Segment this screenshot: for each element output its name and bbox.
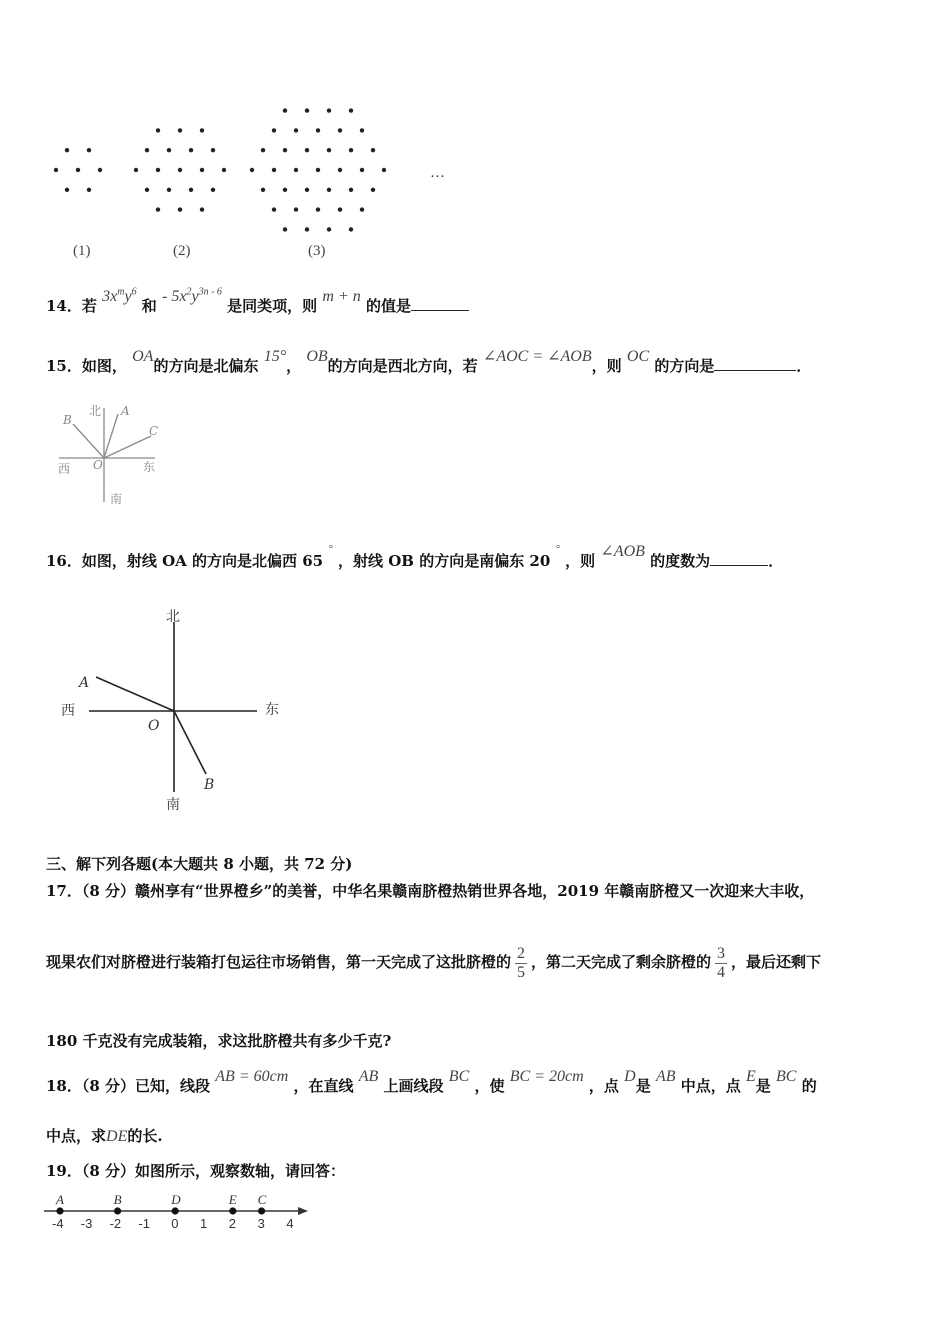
q16-text1: ，射线 OB 的方向是南偏东 20	[338, 552, 551, 570]
pattern-3-dot	[360, 168, 364, 172]
q18-bc: BC	[448, 1068, 470, 1085]
q18-ab: AB	[358, 1068, 379, 1085]
question-16	[46, 543, 784, 571]
number-line-point-label-e: E	[228, 1192, 237, 1207]
q15-text2: 的方向是西北方向，若	[327, 357, 478, 375]
pattern-3-dot	[360, 207, 364, 211]
pattern-3-dot	[305, 227, 309, 231]
q16-label-b: B	[204, 777, 215, 793]
question-17-line-1: 17．（8 分）赣州享有“世界橙乡”的美誉，中华名果赣南脐橙热销世界各地，2019 年赣南脐橙又一次迎来大丰收，	[46, 882, 815, 900]
pattern-2-dot	[211, 148, 215, 152]
q15-label-east: 东	[143, 460, 156, 474]
q18-ab-2: AB	[655, 1068, 676, 1085]
q16-number: 16．如图，射线 OA 的方向是北偏西 65	[46, 552, 324, 570]
number-line-arrow	[298, 1207, 308, 1215]
pattern-2-dot	[167, 148, 171, 152]
pattern-2-dot	[200, 207, 204, 211]
q15-oa: OA	[132, 348, 154, 365]
q16-text2: ，则	[565, 552, 596, 570]
pattern-2-dot	[200, 168, 204, 172]
q16-compass-figure	[55, 600, 295, 820]
pattern-1-dot	[87, 188, 91, 192]
pattern-1-dot	[87, 148, 91, 152]
question-18-line-1	[46, 1068, 817, 1096]
q15-ray-oa	[104, 414, 118, 458]
q18-l2-text-a: 中点，求	[46, 1127, 107, 1145]
number-line-tick-label: -2	[109, 1216, 122, 1231]
q18-text7: 是	[755, 1077, 771, 1095]
question-17-line-3: 180 千克没有完成装箱，求这批脐橙共有多少千克?	[46, 1032, 392, 1050]
question-18-line-2	[46, 1125, 163, 1146]
q19-number-line	[40, 1185, 330, 1235]
pattern-1-dot	[76, 168, 80, 172]
pattern-2-dot	[156, 168, 160, 172]
q15-label-south: 南	[110, 492, 123, 506]
q16-answer-blank[interactable]	[710, 551, 768, 566]
pattern-1-dot	[98, 168, 102, 172]
pattern-2-dot	[200, 128, 204, 132]
q16-end: ．	[768, 552, 784, 570]
q16-ray-oa	[96, 677, 174, 711]
q16-text3: 的度数为	[650, 552, 711, 570]
q14-answer-blank[interactable]	[411, 296, 469, 311]
pattern-3-dot	[327, 227, 331, 231]
question-19: 19．（8 分）如图所示，观察数轴，请回答：	[46, 1162, 346, 1180]
question-14	[46, 286, 469, 316]
number-line-tick-label: 1	[200, 1216, 208, 1231]
pattern-3-dot	[283, 108, 287, 112]
number-line-point-label-c: C	[257, 1192, 267, 1207]
q14-term2: - $5x^2y^{3n - 6}$	[162, 286, 222, 305]
pattern-3-dot	[338, 128, 342, 132]
q15-text1: 的方向是北偏东	[153, 357, 259, 375]
number-line-point-c	[258, 1207, 265, 1214]
number-line-point-e	[229, 1207, 236, 1214]
pattern-3-dot	[294, 168, 298, 172]
number-line-point-a	[56, 1207, 63, 1214]
q16-label-a: A	[79, 675, 90, 691]
number-line-tick-label: 2	[228, 1216, 237, 1231]
number-line-point-b	[114, 1207, 121, 1214]
number-line-tick-label: 0	[171, 1216, 179, 1231]
pattern-3-dot	[305, 108, 309, 112]
pattern-3-dot	[283, 148, 287, 152]
q15-end: ．	[796, 357, 812, 375]
q18-bc-20: BC = 20cm	[509, 1068, 584, 1085]
q18-e: E	[745, 1068, 756, 1085]
q18-text2: 上画线段	[383, 1077, 444, 1095]
q15-degree: 15°	[263, 348, 287, 365]
pattern-2-dot	[156, 128, 160, 132]
number-line-point-label-a: A	[56, 1192, 64, 1207]
q17-fraction-2-5: $\frac{2}{5}$	[517, 945, 526, 981]
q15-label-north: 北	[89, 404, 102, 418]
pattern-2-dot	[178, 168, 182, 172]
pattern-2-dot	[156, 207, 160, 211]
q18-l2-text-b: 的长.	[127, 1127, 163, 1145]
pattern-1-dot	[65, 188, 69, 192]
pattern-3-dot	[316, 168, 320, 172]
q18-text8: 的	[801, 1077, 817, 1095]
q15-oc: OC	[626, 348, 650, 365]
q15-label-o: O	[93, 458, 103, 472]
pattern-3-dot	[327, 108, 331, 112]
pattern-1-dot	[65, 148, 69, 152]
q17-fraction-3-4: $\frac{3}{4}$	[717, 945, 726, 981]
pattern-3-dot	[294, 207, 298, 211]
q18-bc-2: BC	[776, 1068, 797, 1085]
pattern-3-dot	[305, 148, 309, 152]
question-17-line-2	[46, 945, 821, 981]
pattern-3-dot	[338, 207, 342, 211]
q15-ray-oc	[104, 436, 151, 458]
pattern-2-dot	[211, 188, 215, 192]
q16-label-o: O	[148, 718, 160, 734]
number-line-point-label-b: B	[113, 1192, 122, 1207]
pattern-2-dot	[178, 207, 182, 211]
pattern-3-dot	[261, 188, 265, 192]
pattern-3-dot	[349, 148, 353, 152]
number-line-tick-label: -1	[138, 1216, 150, 1231]
pattern-3-dot	[305, 188, 309, 192]
q16-label-north: 北	[166, 609, 180, 625]
q15-text3: ，则	[591, 357, 622, 375]
pattern-3-dot	[250, 168, 254, 172]
pattern-3-dot	[327, 148, 331, 152]
pattern-3-dot	[272, 207, 276, 211]
q15-label-b: B	[63, 413, 72, 427]
pattern-2-dot	[145, 188, 149, 192]
q17-text-a: 现果农们对脐橙进行装箱打包运往市场销售，第一天完成了这批脐橙的	[46, 953, 512, 972]
pattern-2-dot	[167, 188, 171, 192]
pattern-3-dot	[371, 188, 375, 192]
pattern-2-dot	[134, 168, 138, 172]
q17-text-b: ，第二天完成了剩余脐橙的	[531, 953, 712, 972]
q15-compass-figure	[55, 400, 165, 510]
number-line-tick-label: -4	[52, 1216, 64, 1231]
q15-ray-ob	[73, 424, 104, 458]
q15-number: 15．如图，	[46, 357, 127, 375]
pattern-2-dot	[189, 188, 193, 192]
q14-and: 和	[141, 297, 157, 315]
q14-number: 14．若	[46, 297, 97, 315]
q18-text4: ，点	[588, 1077, 619, 1095]
q18-number: 18．（8 分）已知，线段	[46, 1077, 211, 1095]
q15-ob: OB	[306, 348, 328, 365]
q16-label-east: 东	[265, 702, 279, 718]
pattern-3-dot	[316, 207, 320, 211]
number-line-point-d	[172, 1207, 179, 1214]
question-15	[46, 348, 812, 376]
q15-label-west: 西	[58, 462, 71, 476]
pattern-3-dot	[294, 128, 298, 132]
q17-text-c: ，最后还剩下	[731, 953, 822, 972]
pattern-3-dot	[272, 128, 276, 132]
q18-text1: ，在直线	[293, 1077, 354, 1095]
q16-degree-2: °	[555, 543, 560, 555]
pattern-1-dot	[54, 168, 58, 172]
number-line-tick-label: 4	[286, 1216, 294, 1231]
q18-d: D	[624, 1068, 636, 1085]
q15-answer-blank[interactable]	[714, 356, 796, 371]
q15-comma: ，	[286, 357, 302, 375]
pattern-3-dot	[382, 168, 386, 172]
pattern-3-dot	[360, 128, 364, 132]
pattern-3-dot	[261, 148, 265, 152]
number-line-tick-label: 3	[257, 1216, 265, 1231]
pattern-3-dot	[316, 128, 320, 132]
q15-label-c: C	[149, 424, 159, 438]
pattern-label-2: (2)	[173, 243, 191, 259]
q15-text4: 的方向是	[654, 357, 715, 375]
pattern-3-dot	[272, 168, 276, 172]
pattern-3-dot	[338, 168, 342, 172]
pattern-ellipsis: …	[430, 165, 445, 181]
q18-text6: 中点，点	[680, 1077, 741, 1095]
pattern-label-1: (1)	[73, 243, 91, 259]
q18-text5: 是	[635, 1077, 651, 1095]
q14-term1: $3x^my^6$	[102, 286, 137, 305]
pattern-2-dot	[145, 148, 149, 152]
pattern-2-dot	[178, 128, 182, 132]
pattern-3-dot	[371, 148, 375, 152]
q18-ab-60: AB = 60cm	[215, 1068, 289, 1085]
pattern-3-dot	[349, 108, 353, 112]
q15-angle-equation: ∠AOC = ∠AOB	[482, 348, 592, 365]
q16-angle: ∠AOB	[600, 543, 645, 560]
pattern-label-3: (3)	[308, 243, 326, 259]
pattern-2-dot	[222, 168, 226, 172]
pattern-3-dot	[327, 188, 331, 192]
q14-mid: 是同类项，则	[227, 297, 318, 315]
pattern-3-dot	[283, 227, 287, 231]
q14-m-plus-n: m + n	[322, 288, 361, 305]
q16-label-south: 南	[166, 797, 180, 813]
pattern-2-dot	[189, 148, 193, 152]
dot-pattern-figure	[40, 105, 480, 270]
pattern-3-dot	[349, 188, 353, 192]
q14-tail: 的值是	[366, 297, 412, 315]
number-line-point-label-d: D	[171, 1192, 181, 1207]
q16-label-west: 西	[61, 703, 75, 719]
q16-ray-ob	[174, 711, 206, 774]
pattern-3-dot	[349, 227, 353, 231]
q18-de: DE	[106, 1128, 128, 1145]
q16-degree-1: °	[328, 543, 333, 555]
number-line-tick-label: -3	[80, 1216, 93, 1231]
q15-label-a: A	[121, 404, 130, 418]
pattern-3-dot	[283, 188, 287, 192]
section-3-heading: 三、解下列各题(本大题共 8 小题，共 72 分)	[46, 855, 353, 873]
q18-text3: ，使	[474, 1077, 505, 1095]
